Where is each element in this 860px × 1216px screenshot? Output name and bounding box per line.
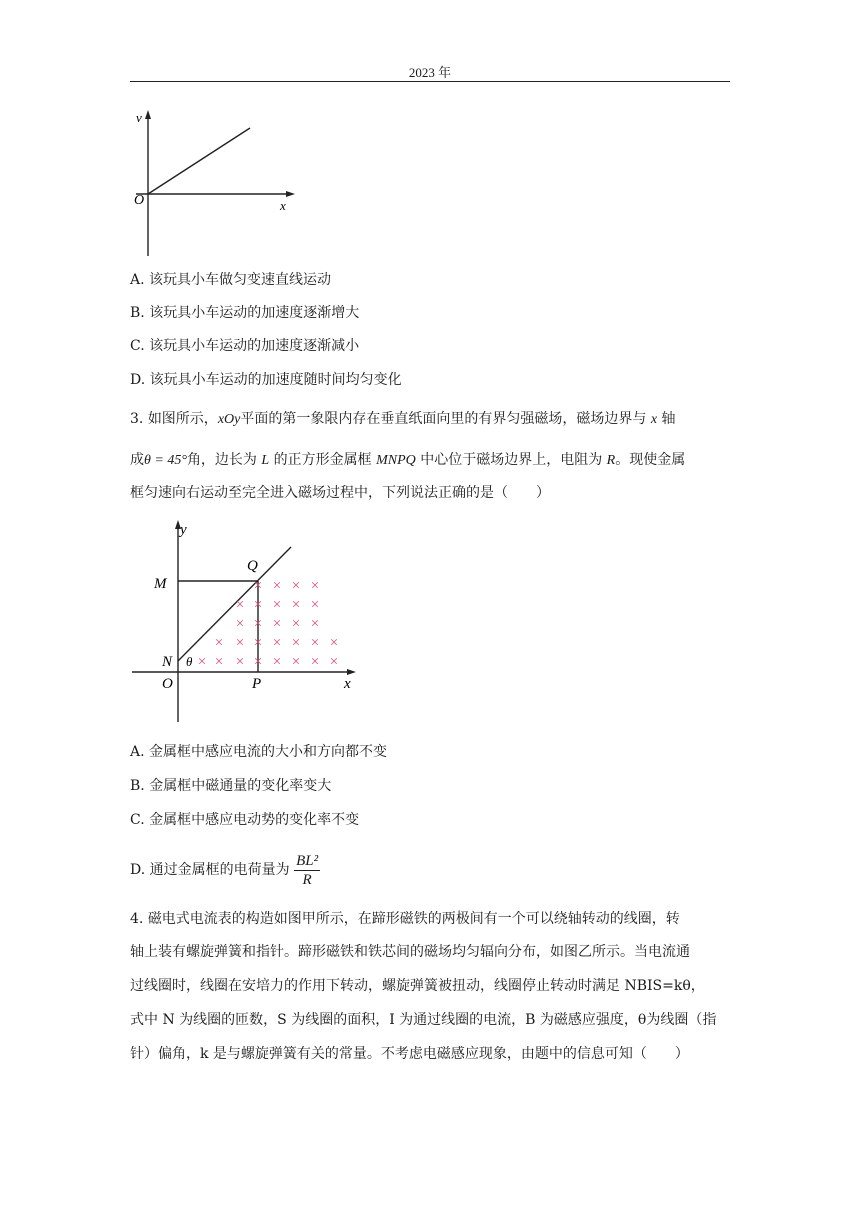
figure-v-x-graph (130, 108, 300, 258)
field-cross-mark: × (253, 597, 263, 613)
field-cross-mark: × (329, 654, 339, 670)
q4-stem-line5: 针）偏角，k 是与螺旋弹簧有关的常量。不考虑电磁感应现象，由题中的信息可知（ ） (130, 1046, 689, 1062)
field-cross-mark: × (310, 597, 320, 613)
field-cross-mark: × (235, 597, 245, 613)
q3-option-b: B. 金属框中磁通量的变化率变大 (130, 778, 332, 794)
field-cross-mark: × (310, 578, 320, 594)
field-cross-mark: × (272, 578, 282, 594)
field-cross-mark: × (291, 654, 301, 670)
q3-stem-line1: 3. 如图所示，xOy平面的第一象限内存在垂直纸面向里的有界匀强磁场，磁场边界与 x 轴 (130, 411, 676, 427)
field-cross-mark: × (253, 654, 263, 670)
q3-option-c: C. 金属框中感应电动势的变化率不变 (130, 812, 360, 828)
charge-fraction: $\frac{\text{BL²}}{R}$ (296, 852, 319, 888)
field-cross-mark: × (272, 654, 282, 670)
field-cross-mark: × (272, 635, 282, 651)
fig2-label-p: P (252, 676, 262, 692)
fig2-label-n: N (162, 654, 173, 670)
q2-option-a: A. 该玩具小车做匀变速直线运动 (130, 272, 332, 288)
field-cross-mark: × (310, 635, 320, 651)
field-cross-mark: × (291, 616, 301, 632)
fig2-label-theta: θ (186, 654, 193, 669)
field-cross-mark: × (329, 635, 339, 651)
field-cross-mark: × (310, 616, 320, 632)
field-cross-mark: × (291, 597, 301, 613)
fig2-label-m: M (154, 576, 167, 592)
field-cross-mark: × (235, 654, 245, 670)
field-cross-mark: × (214, 635, 224, 651)
field-cross-mark: × (253, 635, 263, 651)
q2-option-d: D. 该玩具小车运动的加速度随时间均匀变化 (130, 372, 402, 388)
field-cross-mark: × (214, 654, 224, 670)
q3-option-d: D. 通过金属框的电荷量为 $\frac{\text{BL²}}{R}$ (130, 852, 319, 888)
fig2-y-label: y (180, 522, 187, 538)
fig1-origin-label: O (134, 193, 145, 208)
page-header: 2023 年 (408, 65, 452, 80)
q2-option-b: B. 该玩具小车运动的加速度逐渐增大 (130, 305, 360, 321)
q3-stem-line2: 成θ = 45°角，边长为 L 的正方形金属框 MNPQ 中心位于磁场边界上，电阻为 R。现使金属 (130, 452, 686, 468)
field-cross-mark: × (291, 578, 301, 594)
field-cross-mark: × (253, 578, 263, 594)
header-rule (130, 81, 730, 82)
field-cross-mark: × (197, 654, 207, 670)
fig2-x-label: x (344, 676, 351, 692)
q3-stem-line3: 框匀速向右运动至完全进入磁场过程中，下列说法正确的是（ ） (130, 485, 550, 501)
q4-stem-line4: 式中 N 为线圈的匝数，S 为线圈的面积，I 为通过线圈的电流，B 为磁感应强度，θ为线圈（指 (130, 1012, 717, 1028)
q2-option-c: C. 该玩具小车运动的加速度逐渐减小 (130, 338, 360, 354)
field-cross-mark: × (235, 635, 245, 651)
fig2-label-o: O (162, 676, 173, 692)
field-cross-mark: × (310, 654, 320, 670)
figure-magnetic-field (130, 518, 370, 724)
field-cross-mark: × (253, 616, 263, 632)
field-cross-mark: × (291, 635, 301, 651)
q3-option-a: A. 金属框中感应电流的大小和方向都不变 (130, 744, 388, 760)
q4-stem-line2: 轴上装有螺旋弹簧和指针。蹄形磁铁和铁芯间的磁场均匀辐向分布，如图乙所示。当电流通 (130, 944, 690, 960)
fig2-label-q: Q (247, 558, 258, 574)
q4-stem-line1: 4. 磁电式电流表的构造如图甲所示，在蹄形磁铁的两极间有一个可以绕轴转动的线圈，转 (130, 911, 680, 927)
field-cross-mark: × (272, 597, 282, 613)
field-cross-mark: × (235, 616, 245, 632)
field-cross-mark: × (272, 616, 282, 632)
q4-stem-line3: 过线圈时，线圈在安培力的作用下转动，螺旋弹簧被扭动，线圈停止转动时满足 NBIS=kθ， (130, 978, 705, 994)
fig1-x-label: x (280, 198, 286, 213)
fig1-y-label: v (136, 110, 142, 125)
